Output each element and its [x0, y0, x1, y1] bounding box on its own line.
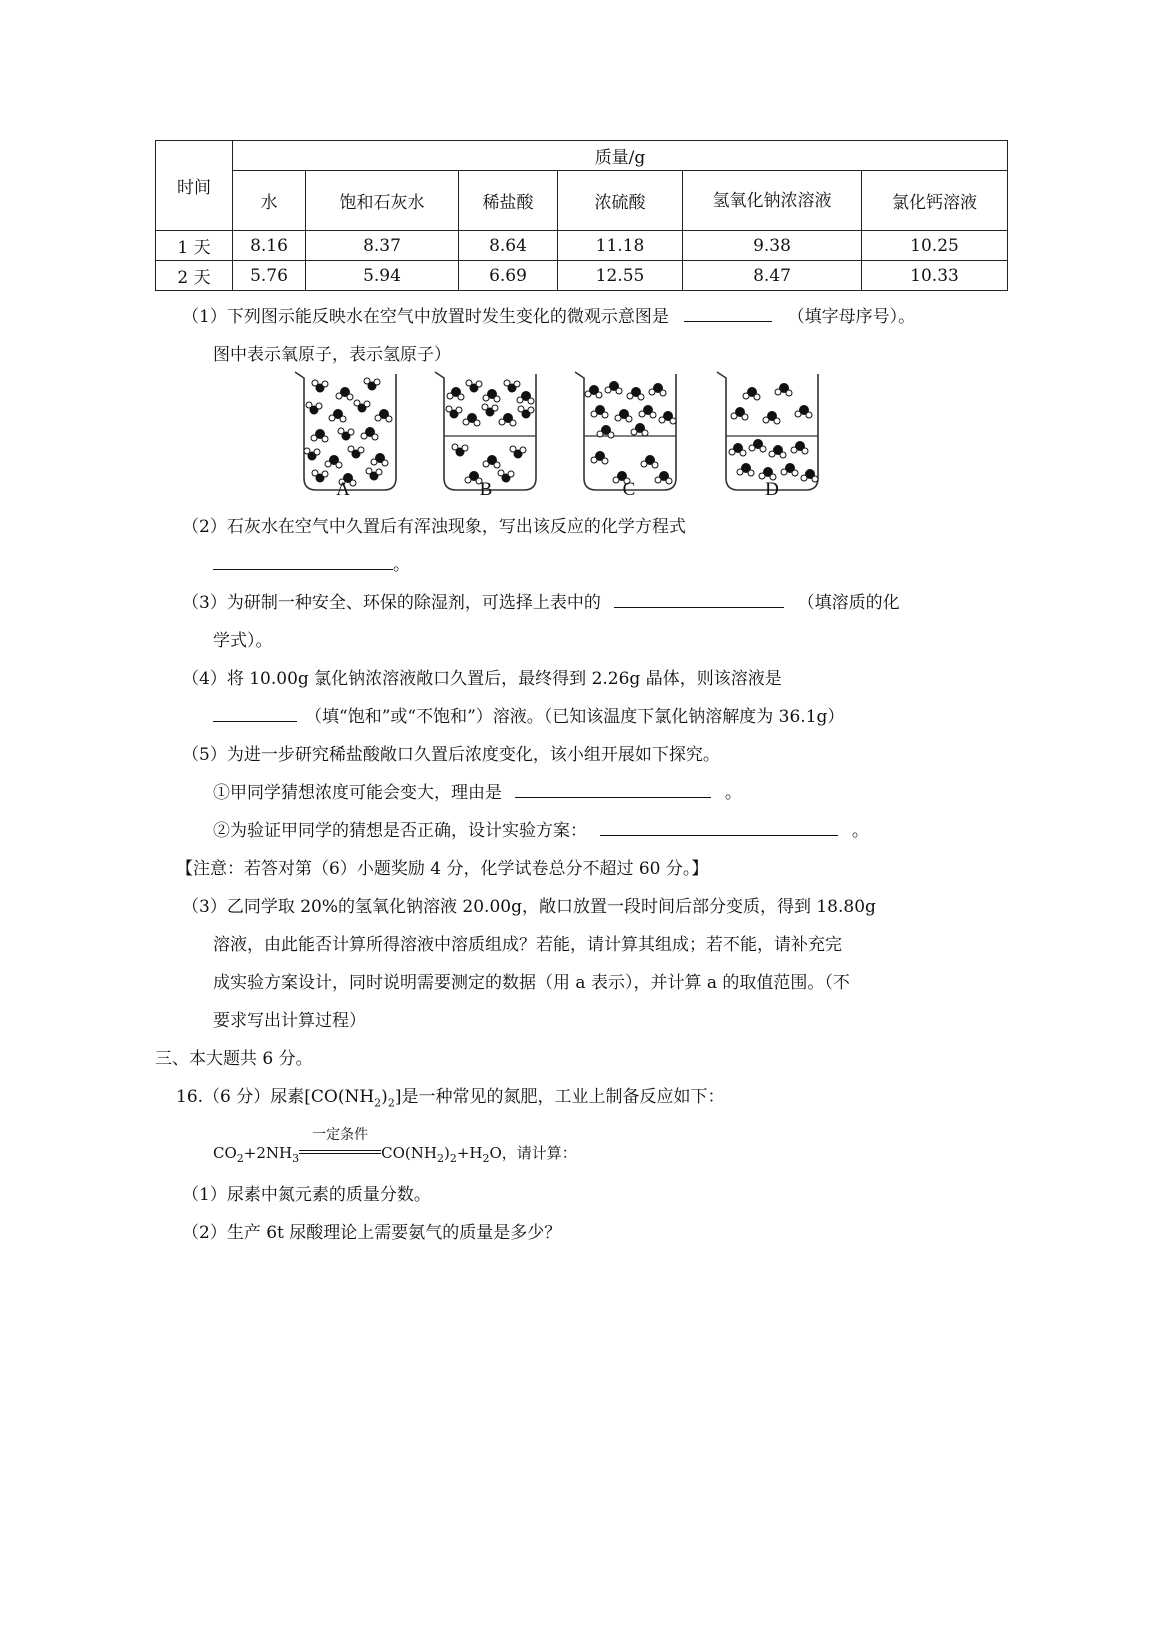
question-5-2: ②为验证甲同学的猜想是否正确，设计实验方案： 。	[213, 821, 869, 841]
col-header: 稀盐酸	[459, 171, 558, 231]
figure-label-d: D	[765, 479, 779, 500]
row-label: 1 天	[156, 231, 233, 261]
cell: 10.25	[862, 231, 1008, 261]
question-16-1: （1）尿素中氮元素的质量分数。	[182, 1185, 431, 1205]
cell: 10.33	[862, 261, 1008, 291]
bonus-note: 【注意：若答对第（6）小题奖励 4 分，化学试卷总分不超过 60 分。】	[176, 859, 709, 879]
cell: 9.38	[683, 231, 862, 261]
cell: 5.94	[306, 261, 459, 291]
question-6-line3: 成实验方案设计，同时说明需要测定的数据（用 a 表示），并计算 a 的取值范围。（不	[213, 973, 850, 993]
time-header: 时间	[156, 141, 233, 231]
col-header: 水	[233, 171, 306, 231]
table-row	[156, 261, 1008, 291]
figure-label-a: A	[336, 479, 350, 500]
answer-blank-5-2[interactable]	[600, 834, 838, 836]
col-header: 浓硫酸	[558, 171, 683, 231]
answer-blank-4[interactable]	[213, 720, 297, 722]
beaker-d	[717, 372, 818, 490]
col-header: 饱和石灰水	[306, 171, 459, 231]
question-3-cont: 学式）。	[213, 631, 273, 651]
cell: 8.37	[306, 231, 459, 261]
answer-blank-2[interactable]	[213, 568, 393, 570]
mass-table	[155, 140, 1008, 291]
cell: 6.69	[459, 261, 558, 291]
question-16: 16.（6 分）尿素$[CO(NH_2)_2]$是一种常见的氮肥，工业上制备反应如下：	[176, 1087, 725, 1110]
question-1: （1）下列图示能反映水在空气中放置时发生变化的微观示意图是 （填字母序号）。	[182, 307, 916, 327]
col-header: 氯化钙溶液	[862, 171, 1008, 231]
cell: 8.47	[683, 261, 862, 291]
question-2-answer: 。	[213, 550, 410, 575]
question-6-line2: 溶液，由此能否计算所得溶液中溶质组成？若能，请计算其组成；若不能，请补充完	[213, 935, 842, 955]
reaction-equation: $CO_2+2NH_3$ 一定条件 $CO(NH_2)_2+H_2O$，请计算：	[213, 1142, 577, 1165]
question-2: （2）石灰水在空气中久置后有浑浊现象，写出该反应的化学方程式	[182, 517, 686, 537]
col-header: 氢氧化钠浓溶液	[683, 171, 862, 231]
cell: 5.76	[233, 261, 306, 291]
section-heading: 三、本大题共 6 分。	[155, 1049, 313, 1069]
question-5: （5）为进一步研究稀盐酸敞口久置后浓度变化，该小组开展如下探究。	[182, 745, 720, 765]
question-4-cont: （填“饱和”或“不饱和”）溶液。（已知该温度下氯化钠溶解度为 36.1g）	[213, 702, 844, 727]
beaker-c	[575, 372, 676, 490]
cell: 12.55	[558, 261, 683, 291]
table-row	[156, 231, 1008, 261]
answer-blank-1[interactable]	[684, 320, 772, 322]
question-3: （3）为研制一种安全、环保的除湿剂，可选择上表中的 （填溶质的化	[182, 593, 900, 613]
question-6-line4: 要求写出计算过程）	[213, 1011, 366, 1031]
question-1-legend: 图中表示氧原子，表示氢原子）	[213, 345, 451, 365]
mass-header: 质量/g	[233, 141, 1008, 171]
question-6-line1: （3）乙同学取 20%的氢氧化钠溶液 20.00g，敞口放置一段时间后部分变质，得到 18.80g	[182, 897, 876, 917]
row-label: 2 天	[156, 261, 233, 291]
cell: 8.16	[233, 231, 306, 261]
figure-label-b: B	[479, 479, 493, 500]
figure-label-c: C	[622, 479, 636, 500]
cell: 11.18	[558, 231, 683, 261]
reaction-arrow	[299, 1127, 381, 1158]
reaction-condition: 一定条件	[312, 1127, 369, 1143]
beaker-a	[295, 372, 396, 490]
question-4: （4）将 10.00g 氯化钠浓溶液敞口久置后，最终得到 2.26g 晶体，则该溶液是	[182, 669, 782, 689]
beaker-b	[435, 372, 536, 490]
question-5-1: ①甲同学猜想浓度可能会变大，理由是 。	[213, 783, 742, 803]
question-16-2: （2）生产 6t 尿酸理论上需要氨气的质量是多少？	[182, 1223, 562, 1243]
cell: 8.64	[459, 231, 558, 261]
answer-blank-3[interactable]	[614, 606, 784, 608]
answer-blank-5-1[interactable]	[515, 796, 711, 798]
